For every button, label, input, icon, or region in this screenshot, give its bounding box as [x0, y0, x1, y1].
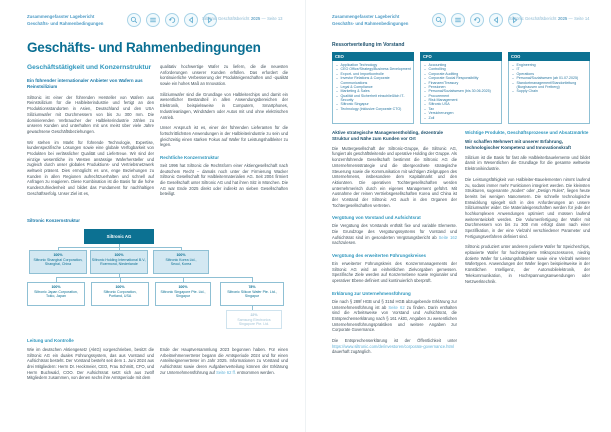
paragraph: Unser Anspruch ist es, einer der führenden Lieferanten für die fortschrittlichsten Anwendungen in der Halbleiterindustrie zu sein und gleichzeitig einen starken Fokus auf Wafer für Leistungshalbleiter zu legen. [160, 125, 288, 148]
responsibility-item: – Siltronic Singapur [336, 102, 411, 106]
column-right [160, 347, 288, 386]
column-right [465, 130, 590, 360]
text-columns-holding [332, 130, 590, 360]
search-icon[interactable] [432, 13, 446, 27]
paragraph: Wir stehen im Markt für führende Technologie, Expertise, kundenspezifische Lösungen sowie eine globale Verfügbarkeit von Produkten bei verlässlicher Qualität und Liefertreue. Wir sind der einzige wesentliche im Westen ansässige Waferhersteller und zugleich durch unser globales Produktions- und Vertriebsnetzwerk weltweit präsent. Dies ermöglicht es uns, enge Beziehungen zu Kunden in allen Regionen aufrechtzuerhalten und schnell auf Anfragen zu reagieren. Diese Kombination ist die Basis für die hohe Kundenzufriedenheit und bildet das Fundament für nachhaltigen Geschäftserfolg. Unser Ziel ist es, [27, 139, 154, 196]
responsibility-item: – Accounting [424, 63, 499, 67]
page-link[interactable]: Seite 162 [438, 234, 457, 240]
orgchart-node: 100% Siltronic Shanghai Corporation, Shanghai, China [29, 250, 87, 274]
paragraph: Seit 1996 hat Siltronic die Rechtsform einer Aktiengesellschaft nach deutschem Recht – damals noch unter der Firmierung Wacker Siltronic Gesellschaft für Halbleitermaterialien AG. Seit 2004 firmiert die Gesellschaft unter Siltronic AG und hat ihren Sitz in München. Die AG war Ende 2025 direkt oder indirekt an sieben Gesellschaften beteiligt. [160, 162, 288, 197]
responsibility-item: – Investor Relations & Corporate Communications [336, 76, 411, 85]
responsibility-item: – Export- und Importkontrolle [336, 72, 411, 76]
responsibility-item: – Operations [512, 72, 587, 76]
section-heading-legal-structure: Rechtliche Konzernstruktur [160, 154, 220, 160]
table-heading: Ressortverteilung im Vorstand [332, 42, 405, 48]
page-link[interactable]: Seite 62 [388, 304, 405, 310]
paragraph-with-link: Die nach § 289f HGB und § 315d HGB abzugebende Erklärung zur Unternehmensführung ist ab Seite 62 zu finden. Darin enthalten sind die Arbeitsweise von Vorstand und Aufsichtsrat, die Entsprechenserklärung nach § 161 AktG, Angaben zu wesentlichen Unternehmensführungspraktiken und weitere Angaben zur Corporate Governance. [332, 298, 457, 333]
running-header-section: Zusammengefasster Lagebericht [332, 14, 400, 19]
responsibility-item: – Finanzen/Treasury [424, 81, 499, 85]
responsibility-item: – Engineering [512, 63, 587, 67]
paragraph: Silizium ist die Basis für fast alle Halbleiterbauelemente und bildet damit im Wesentlichen die Grundlage für die gesamte weltweite Elektronikindustrie. [465, 154, 590, 172]
responsibility-item: – Corporate Auditing [424, 72, 499, 76]
paragraph-with-link: Ende der Hauptversammlung 2023 begonnen haben. Für einen Arbeitnehmervertreter begann die Amtsperiode 2024 und für einen Anteilseignervertreter im Jahr 2025. Informationen zu Vorstand und Aufsichtsrat sowie deren Aufgabenverteilung können der Erklärung zur Unternehmensführung auf Seite 62 ff. entnommen werden. [160, 347, 288, 375]
report-year: 2025 [557, 16, 568, 21]
section-heading-remuneration-management: Vergütung des erweiterten Führungskreises [332, 253, 427, 259]
column-left [332, 130, 457, 360]
report-name: Siltronic Geschäftsbericht [508, 16, 557, 21]
column-left [27, 64, 154, 202]
search-icon[interactable] [127, 13, 141, 27]
responsibility-item: – Personal/Sozialwesen (bis 30.06.2025) [424, 89, 499, 93]
previous-view-icon[interactable] [165, 13, 179, 27]
text-columns-business [27, 64, 290, 202]
section-heading-products: Wichtige Produkte, Geschäftsprozesse und Absatzmärkte [465, 130, 589, 135]
responsibility-item: – Supply Chain [512, 89, 587, 93]
column-left [27, 347, 154, 386]
paragraph: qualitativ hochwertige Wafer zu liefern, die die neuesten Anforderungen unserer Kunden erfüllen. Das erfordert die kontinuierliche Verbesserung der Produkteigenschaften und -qualität sowie ein hohes Maß an Innovation. [160, 64, 288, 87]
column-body [332, 61, 414, 124]
responsibility-item: – CEO Office/Strategy/Business Development [336, 67, 411, 71]
page-number: Seite 14 [574, 16, 590, 21]
subsection-heading: Ein führender internationaler Anbieter von Wafern aus Reinstsilizium [27, 78, 143, 90]
responsibility-item: – Qualität und Sicherheit einschließlich IT-Security [336, 94, 411, 103]
orgchart-node: 100% Siltronic Singapore Pte. Ltd., Singapur [155, 282, 211, 306]
report-year: 2025 [250, 16, 261, 21]
responsibility-item: – Marketing & Sales [336, 89, 411, 93]
prev-page-icon[interactable] [489, 13, 503, 27]
orgchart-node: 100% Siltronic Holding International B.V., Roermond, Niederlande [90, 250, 148, 274]
responsibility-item: – Controlling [424, 67, 499, 71]
paragraph: Siliziumwafer sind die Grundlage von Halbleiterchips und damit ein wesentlicher Bestandteil in allen Anwendungsbereichen der Elektronik, beispielsweise in Computern, Smartphones, Industrieanlagen, Windrädern oder Autos mit und ohne elektrischen Antrieb. [160, 91, 288, 120]
running-header-chapter: Geschäfts- und Rahmenbedingungen [332, 20, 409, 26]
responsibility-item: – IT [512, 67, 587, 71]
external-link[interactable]: https://www.siltronic.com/de/investoren/corporate-governance.html [332, 343, 454, 349]
page-13 [0, 0, 305, 432]
section-heading-remuneration-board: Vergütung von Vorstand und Aufsichtsrat [332, 215, 421, 221]
orgchart [27, 227, 290, 331]
responsibility-item: – Corporate Social Responsibility [424, 76, 499, 80]
orgchart-node: 100% Siltronic Korea Ltd., Seoul, Korea [153, 250, 209, 274]
page-14 [306, 0, 611, 432]
responsibility-item: – Tax [424, 107, 499, 111]
responsibility-item: – Application Technology [336, 63, 411, 67]
orgchart-node: 100% Siltronic Japan Corporation, Tokio, Japan [27, 282, 85, 306]
responsibility-item: – Standortmanagement/Standortleitung (Burghausen und Freiberg) [512, 81, 587, 90]
paragraph: Ein erweiterter Führungskreis des Konzernmanagements der Siltronic AG wird an einheitlichen Zielvorgaben gemessen. Spezifische Ziele werden auf Konzernebene sowie regionaler und operativer Ebene definiert und kontinuierlich überprüft. [332, 261, 457, 284]
column-header: CFO [420, 52, 502, 61]
page-number: Seite 13 [267, 16, 283, 21]
column-header: COO [508, 52, 590, 61]
subsection-heading: Aktive strategische Managementholding, dezentrale Struktur und Nähe zum Kunden vor Ort [332, 130, 444, 142]
responsibility-item: – Legal & Compliance [336, 85, 411, 89]
report-name: Siltronic Geschäftsbericht [201, 16, 250, 21]
orgchart-title: Siltronic Konzernstruktur [27, 218, 80, 223]
table-column-coo [508, 52, 590, 124]
running-header-right [332, 14, 408, 27]
responsibility-item: – Zoll [424, 116, 499, 120]
table-column-ceo [332, 52, 414, 124]
responsibility-item: – Risk Management [424, 98, 499, 102]
column-right [160, 64, 288, 202]
toc-icon[interactable] [451, 13, 465, 27]
paragraph-with-link: Die Vergütung des Vorstands enthält fixe und variable Elemente. Die Grundzüge des Vergütungssystems für Vorstand und Aufsichtsrat sind im gesonderten Vergütungsbericht ab Seite 162 nachzulesen. [332, 223, 457, 246]
paragraph: Siltronic produziert unter anderem polierte Wafer für Speicherchips, epitaxierte Wafer für hochintegrierte Mikroprozessoren, niedrig dotierte Wafer für Leistungshalbleiter sowie eine Vielzahl weiterer Wafertypen. Anwendungen der Wafer liegen beispielsweise in der Künstlichen Intelligenz, der Automobilelektronik, der Telekommunikation, in Hochspannungsanwendungen oder Netzwerktechnik. [465, 244, 590, 284]
paragraph-with-link: Die Entsprechenserklärung ist der Öffentlichkeit unter https://www.siltronic.com/de/investoren/corporate-governance.html dauerhaft zugänglich. [332, 337, 457, 355]
prev-page-icon[interactable] [184, 13, 198, 27]
column-body [420, 61, 502, 124]
running-header-section: Zusammengefasster Lagebericht [27, 14, 95, 19]
paragraph: Die Leistungsfähigkeit von Halbleiter-Bauelementen nimmt laufend zu, sodass immer mehr Funktionen integriert werden. Die kleinsten Strukturen, sogenannte „Nodes“ oder „Design Rules“, liegen heute bereits bei wenigen Nanometern. Die schnelle technologische Entwicklung spiegelt sich in den Anforderungen an unsere Siliziumwafer wider. Die Materialeigenschaften werden für jede der hochkomplexen Anwendungen optimiert und müssen laufend weiterentwickelt werden. Die Volumenfertigung der Wafer mit Durchmessern von bis zu 300 mm erfolgt dann nach einer Spezifikation, in der eine Vielzahl verschiedener Parameter und Fertigungsverfahren definiert sind. [465, 176, 590, 239]
orgchart-node-minority: 22% Samsung Electronics Singapore Pte. Ltd. [226, 310, 282, 329]
orgchart-node: 78% Siltronic Silicon Wafer Pte. Ltd., Singapur [220, 282, 284, 306]
page-link[interactable]: Seite 62 ff. [216, 369, 236, 375]
page-reference-right: Siltronic Geschäftsbericht 2025 — Seite 14 [508, 16, 590, 21]
column-body [508, 61, 590, 124]
page-title: Geschäfts- und Rahmenbedingungen [27, 40, 261, 55]
responsibility-item: – Siltronic USA [424, 102, 499, 106]
running-header-left [27, 14, 103, 27]
orgchart-node: 100% Siltronic Corporation, Portland, USA [91, 282, 149, 306]
section-heading: Geschäftstätigkeit und Konzernstruktur [27, 64, 152, 71]
orgchart-node-root: Siltronic AG [84, 229, 154, 244]
responsibility-item: – Personal/Sozialwesen (ab 01.07.2025) [512, 76, 587, 80]
table-column-cfo [420, 52, 502, 124]
paragraph: Siltronic ist einer der führenden Hersteller von Wafern aus Reinstsilizium für die Halbleiterindustrie und fertigt an den Produktionsstandorten in Asien, Deutschland und den USA Siliziumwafer mit Durchmessern von bis zu 300 mm. Die dominierenden Verbraucher der Halbleiterindustrie zählen zu unseren Kunden und unterhalten mit uns meist über viele Jahre gewachsene Geschäftsbeziehungen. [27, 94, 154, 134]
paragraph: Die Muttergesellschaft der Siltronic-Gruppe, die Siltronic AG, fungiert als geschäftsleitende und operative Holding der Gruppe. Als konzernführende Gesellschaft bestimmt die Siltronic AG die Unternehmensstrategie und die übergeordnete strategische Steuerung sowie die Kommunikation mit wichtigen Zielgruppen des Unternehmens, insbesondere dem Kapitalmarkt und den Aktionären. Die operativen Tochtergesellschaften werden unternehmerisch durch ein eigenes Management geführt. Mit Ausnahme der reinen Vertriebsgesellschaften Korea und China ist der Vorstand der Siltronic AG auch in den Organen der Tochtergesellschaften vertreten. [332, 145, 457, 208]
toc-icon[interactable] [146, 13, 160, 27]
section-heading-governance: Leitung und Kontrolle [27, 338, 74, 343]
responsibility-item: – Pensionen [424, 85, 499, 89]
subsection-heading: Wir schaffen Mehrwert mit unserer Erfahrung, technologischer Kompetenz und Innovationskraft [465, 139, 572, 151]
column-header: CEO [332, 52, 414, 61]
section-heading-governance-statement: Erklärung zur Unternehmensführung [332, 290, 411, 296]
responsibility-item: – Versicherungen [424, 111, 499, 115]
responsibility-item: – Procurement [424, 94, 499, 98]
responsibility-item: – Technology (inklusive Corporate CTO) [336, 107, 411, 111]
running-header-chapter: Geschäfts- und Rahmenbedingungen [27, 20, 104, 26]
section-leitung [27, 338, 288, 386]
board-responsibilities-table [332, 52, 590, 124]
previous-view-icon[interactable] [470, 13, 484, 27]
page-reference-left: Siltronic Geschäftsbericht 2025 — Seite 13 [201, 16, 283, 21]
paragraph: Wie im deutschen Aktiengesetz (AktG) vorgeschrieben, besitzt die Siltronic AG ein duales Führungssystem, das aus Vorstand und Aufsichtsrat besteht. Der Vorstand besteht seit dem 1. Juni 2024 aus drei Mitgliedern: Herrn Dr. Heckmeier, CEO, Frau Schmitt, CFO, und Herrn Buchwald, COO. Der Aufsichtsrat setzt sich aus zwölf Mitgliedern zusammen, von denen sechs ihre Amtsperiode mit dem [27, 347, 154, 381]
